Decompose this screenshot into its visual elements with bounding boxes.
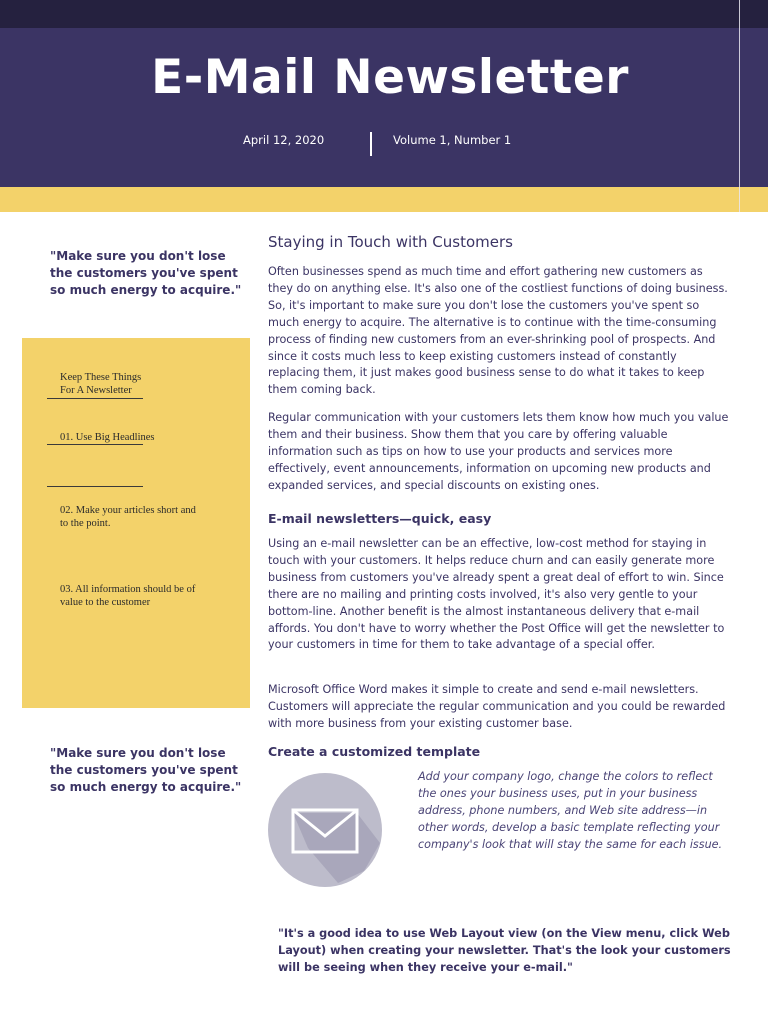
sidebar-divider-rule (47, 486, 143, 487)
sidebar-title-line1: Keep These Things (60, 372, 142, 383)
sidebar-item-3-line2: value to the customer (60, 597, 151, 608)
section-heading-template: Create a customized template (268, 744, 481, 759)
sidebar-item-1-rule (47, 444, 143, 445)
newsletter-title: E-Mail Newsletter (151, 50, 629, 105)
tips-sidebar (22, 338, 250, 708)
article-paragraph-1: Often businesses spend as much time and effort gathering new customers as they do on anything else. It's also one of the costliest functions of doing business. So, it's important to make sure you don't lose the customers you've spent so much energy to acquire. The alternative is to continue with the time-consuming process of finding new customers from an ever-shrinking pool of prospects. And since it costs much less to keep existing customers instead of constantly replacing them, it just makes good business sense to do what it takes to keep them coming back. (268, 265, 728, 397)
top-strip (0, 0, 768, 28)
envelope-icon (268, 773, 382, 887)
article-paragraph-2: Regular communication with your customers lets them know how much you value them and their business. Show them that you care by offering valuable information such as tips on how to use your products and services more effectively, event announcements, information on upcoming new products and expanded services, and special discounts on existing ones. (268, 411, 729, 492)
pull-quote-top: "Make sure you don't lose the customers you've spent so much energy to acquire." (50, 249, 242, 297)
accent-band (0, 187, 768, 212)
sidebar-item-2-line2: to the point. (60, 518, 111, 529)
sidebar-title-rule (47, 398, 143, 399)
article-paragraph-3: Using an e-mail newsletter can be an effective, low-cost method for staying in touch with your customers. It helps reduce churn and can easily generate more business from customers you've already spent a great deal of effort to win. Since there are no mailing and printing costs involved, it's also very gentle to your bottom-line. Another benefit is the almost instantaneous delivery that e-mail affords. You don't have to worry whether the Post Office will get the newsletter to your customers in time for them to take advantage of a special offer. (268, 537, 725, 652)
template-description: Add your company logo, change the colors to reflect the ones your business uses, put in your business address, phone numbers, and Web site address—in other words, develop a basic template reflecting your company's look that will stay the same for each issue. (418, 770, 723, 851)
article-paragraph-4: Microsoft Office Word makes it simple to create and send e-mail newsletters. Customers will appreciate the regular communication and you could be rewarded with more business from your existing customer base. (268, 683, 726, 730)
margin-guide-line (739, 0, 740, 212)
sidebar-title-line2: For A Newsletter (60, 385, 132, 396)
issue-volume: Volume 1, Number 1 (393, 133, 512, 147)
meta-divider (370, 132, 372, 156)
issue-date: April 12, 2020 (243, 133, 325, 147)
pull-quote-bottom: "Make sure you don't lose the customers you've spent so much energy to acquire." (50, 746, 242, 794)
web-layout-quote: "It's a good idea to use Web Layout view (on the View menu, click Web Layout) when creating your newsletter. That's the look your customers will be seeing when they receive your e-mail." (278, 927, 731, 974)
article-heading: Staying in Touch with Customers (268, 233, 513, 251)
sidebar-item-2-line1: 02. Make your articles short and (60, 505, 196, 516)
section-heading-email-newsletters: E-mail newsletters—quick, easy (268, 511, 492, 526)
sidebar-item-1: 01. Use Big Headlines (60, 432, 155, 443)
sidebar-item-3-line1: 03. All information should be of (60, 584, 196, 595)
